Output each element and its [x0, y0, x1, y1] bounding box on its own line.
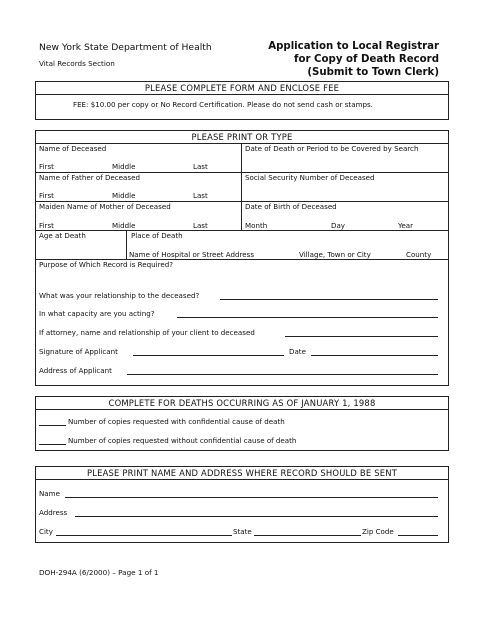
mail-state-label: State	[233, 527, 252, 536]
signature-field[interactable]	[133, 355, 284, 356]
birth-month-label: Month	[245, 221, 268, 230]
title-line-1: Application to Local Registrar	[268, 41, 439, 52]
mail-city-field[interactable]	[56, 535, 232, 536]
copies-without-cause-field[interactable]	[39, 444, 66, 445]
purpose-label: Purpose of Which Record is Required?	[39, 260, 173, 269]
copies-with-cause-label: Number of copies requested with confidential cause of death	[68, 417, 285, 426]
place-of-death-label: Place of Death	[131, 231, 183, 240]
mail-name-label: Name	[39, 489, 60, 498]
signature-label: Signature of Applicant	[39, 347, 118, 356]
name-of-deceased-label: Name of Deceased	[39, 144, 107, 153]
applicant-address-label: Address of Applicant	[39, 366, 112, 375]
agency-header	[39, 42, 212, 68]
form-title	[268, 40, 439, 79]
fee-box	[35, 81, 449, 120]
mother-last-label: Last	[193, 221, 208, 230]
title-line-2: for Copy of Death Record	[294, 54, 439, 65]
father-last-label: Last	[193, 191, 208, 200]
capacity-label: In what capacity are you acting?	[39, 309, 155, 318]
mail-zip-label: Zip Code	[362, 527, 394, 536]
mother-first-label: First	[39, 221, 54, 230]
date-of-birth-label: Date of Birth of Deceased	[245, 202, 337, 211]
father-name-label: Name of Father of Deceased	[39, 173, 140, 182]
birth-day-label: Day	[331, 221, 346, 230]
fee-text: FEE: $10.00 per copy or No Record Certification. Please do not send cash or stamps.	[73, 100, 373, 109]
applicant-address-field[interactable]	[127, 374, 438, 375]
mail-name-field[interactable]	[65, 497, 438, 498]
agency-name: New York State Department of Health	[39, 42, 212, 53]
relationship-field[interactable]	[220, 299, 438, 300]
deceased-middle-label: Middle	[112, 162, 136, 171]
attorney-field[interactable]	[285, 336, 438, 337]
age-at-death-label: Age at Death	[39, 231, 86, 240]
ssn-label: Social Security Number of Deceased	[245, 173, 375, 182]
form-footer: DOH-294A (6/2000) – Page 1 of 1	[39, 568, 159, 577]
mail-city-label: City	[39, 527, 53, 536]
fee-box-title: PLEASE COMPLETE FORM AND ENCLOSE FEE	[36, 82, 448, 95]
print-box	[35, 130, 449, 386]
mail-address-field[interactable]	[75, 516, 438, 517]
copies-with-cause-field[interactable]	[39, 425, 66, 426]
date-of-death-label: Date of Death or Period to be Covered by Search	[245, 144, 419, 153]
date-label: Date	[289, 347, 306, 356]
mail-state-field[interactable]	[254, 535, 361, 536]
title-line-3: (Submit to Town Clerk)	[307, 67, 439, 78]
copies-box	[35, 396, 449, 451]
agency-section: Vital Records Section	[39, 59, 115, 68]
relationship-label: What was your relationship to the deceased?	[39, 291, 200, 300]
mailing-box	[35, 466, 449, 543]
birth-year-label: Year	[398, 221, 414, 230]
attorney-label: If attorney, name and relationship of your client to deceased	[39, 328, 255, 337]
date-field[interactable]	[311, 355, 438, 356]
capacity-field[interactable]	[177, 317, 438, 318]
mail-address-label: Address	[39, 508, 68, 517]
mother-maiden-name-label: Maiden Name of Mother of Deceased	[39, 202, 171, 211]
mail-zip-field[interactable]	[398, 535, 438, 536]
village-label: Village, Town or City	[299, 250, 371, 259]
mother-middle-label: Middle	[112, 221, 136, 230]
copies-without-cause-label: Number of copies requested without confidential cause of death	[68, 436, 297, 445]
father-middle-label: Middle	[112, 191, 136, 200]
print-box-title: PLEASE PRINT OR TYPE	[36, 131, 448, 144]
hospital-label: Name of Hospital or Street Address	[129, 250, 255, 259]
county-label: County	[406, 250, 432, 259]
father-first-label: First	[39, 191, 54, 200]
mailing-box-title: PLEASE PRINT NAME AND ADDRESS WHERE RECORD SHOULD BE SENT	[36, 467, 448, 480]
deceased-first-label: First	[39, 162, 54, 171]
copies-box-title: COMPLETE FOR DEATHS OCCURRING AS OF JANUARY 1, 1988	[36, 397, 448, 410]
deceased-last-label: Last	[193, 162, 208, 171]
